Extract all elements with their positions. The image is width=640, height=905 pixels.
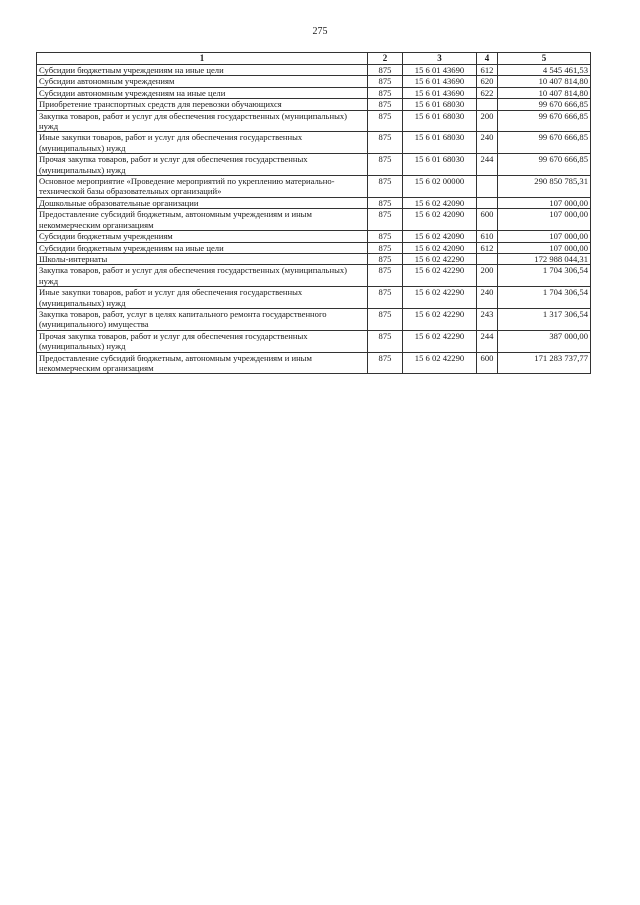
- table-row: [37, 231, 591, 242]
- cell-name: Иные закупки товаров, работ и услуг для обеспечения государственных (муниципальных) нужд: [37, 287, 368, 309]
- cell-amount: 107 000,00: [498, 231, 591, 242]
- cell-amount: 1 317 306,54: [498, 308, 591, 330]
- table-row: [37, 76, 591, 87]
- table-row: [37, 65, 591, 76]
- cell-csr: 15 6 01 43690: [403, 76, 477, 87]
- cell-name: Прочая закупка товаров, работ и услуг для обеспечения государственных (муниципальных) нужд: [37, 330, 368, 352]
- cell-name: Основное мероприятие «Проведение мероприятий по укреплению материально-технической базы образовательных организаций»: [37, 176, 368, 198]
- table-row: [37, 99, 591, 110]
- table-row: [37, 132, 591, 154]
- cell-vr: 200: [477, 110, 498, 132]
- cell-vr: 200: [477, 265, 498, 287]
- table-row: [37, 197, 591, 208]
- cell-name: Предоставление субсидий бюджетным, автономным учреждениям и иным некоммерческим организациям: [37, 209, 368, 231]
- cell-amount: 99 670 666,85: [498, 110, 591, 132]
- cell-csr: 15 6 02 42090: [403, 197, 477, 208]
- table-row: [37, 242, 591, 253]
- cell-ved: 875: [368, 253, 403, 264]
- cell-vr: [477, 176, 498, 198]
- cell-ved: 875: [368, 352, 403, 374]
- cell-ved: 875: [368, 176, 403, 198]
- cell-csr: 15 6 01 68030: [403, 110, 477, 132]
- header-col-3: 3: [403, 53, 477, 65]
- cell-ved: 875: [368, 308, 403, 330]
- cell-vr: 240: [477, 287, 498, 309]
- cell-name: Дошкольные образовательные организации: [37, 197, 368, 208]
- cell-name: Закупка товаров, работ и услуг для обеспечения государственных (муниципальных) нужд: [37, 110, 368, 132]
- cell-vr: 622: [477, 87, 498, 98]
- table-row: [37, 209, 591, 231]
- table-header-row: [37, 53, 591, 65]
- cell-csr: 15 6 02 42290: [403, 308, 477, 330]
- cell-csr: 15 6 02 42290: [403, 265, 477, 287]
- cell-vr: 600: [477, 352, 498, 374]
- table-row: [37, 87, 591, 98]
- cell-csr: 15 6 01 68030: [403, 99, 477, 110]
- cell-vr: 240: [477, 132, 498, 154]
- cell-name: Предоставление субсидий бюджетным, автономным учреждениям и иным некоммерческим организациям: [37, 352, 368, 374]
- cell-csr: 15 6 01 68030: [403, 154, 477, 176]
- table-row: [37, 352, 591, 374]
- table-row: [37, 287, 591, 309]
- cell-name: Закупка товаров, работ и услуг для обеспечения государственных (муниципальных) нужд: [37, 265, 368, 287]
- cell-vr: 243: [477, 308, 498, 330]
- cell-name: Прочая закупка товаров, работ и услуг для обеспечения государственных (муниципальных) нужд: [37, 154, 368, 176]
- cell-name: Субсидии бюджетным учреждениям на иные цели: [37, 242, 368, 253]
- cell-csr: 15 6 01 68030: [403, 132, 477, 154]
- table-row: [37, 176, 591, 198]
- cell-csr: 15 6 02 42090: [403, 209, 477, 231]
- cell-csr: 15 6 02 42290: [403, 330, 477, 352]
- cell-csr: 15 6 02 42290: [403, 352, 477, 374]
- cell-vr: 620: [477, 76, 498, 87]
- cell-vr: 610: [477, 231, 498, 242]
- cell-vr: 612: [477, 65, 498, 76]
- cell-amount: 107 000,00: [498, 197, 591, 208]
- table-row: [37, 308, 591, 330]
- budget-table: [36, 52, 591, 374]
- cell-csr: 15 6 02 00000: [403, 176, 477, 198]
- cell-csr: 15 6 02 42090: [403, 242, 477, 253]
- cell-amount: 99 670 666,85: [498, 132, 591, 154]
- cell-csr: 15 6 02 42090: [403, 231, 477, 242]
- page-number: 275: [312, 26, 328, 37]
- header-col-2: 2: [368, 53, 403, 65]
- cell-ved: 875: [368, 287, 403, 309]
- cell-vr: [477, 197, 498, 208]
- cell-name: Иные закупки товаров, работ и услуг для обеспечения государственных (муниципальных) нужд: [37, 132, 368, 154]
- header-col-5: 5: [498, 53, 591, 65]
- cell-name: Закупка товаров, работ, услуг в целях капитального ремонта государственного (муниципального) имущества: [37, 308, 368, 330]
- cell-vr: 600: [477, 209, 498, 231]
- cell-amount: 1 704 306,54: [498, 287, 591, 309]
- cell-name: Школы-интернаты: [37, 253, 368, 264]
- cell-ved: 875: [368, 154, 403, 176]
- cell-csr: 15 6 02 42290: [403, 287, 477, 309]
- cell-vr: [477, 253, 498, 264]
- cell-name: Субсидии бюджетным учреждениям на иные цели: [37, 65, 368, 76]
- cell-ved: 875: [368, 231, 403, 242]
- table-row: [37, 265, 591, 287]
- cell-name: Субсидии автономным учреждениям на иные цели: [37, 87, 368, 98]
- cell-amount: 387 000,00: [498, 330, 591, 352]
- cell-amount: 172 988 044,31: [498, 253, 591, 264]
- cell-ved: 875: [368, 110, 403, 132]
- cell-csr: 15 6 01 43690: [403, 65, 477, 76]
- cell-vr: [477, 99, 498, 110]
- cell-amount: 99 670 666,85: [498, 99, 591, 110]
- cell-amount: 107 000,00: [498, 209, 591, 231]
- cell-csr: 15 6 02 42290: [403, 253, 477, 264]
- table-row: [37, 110, 591, 132]
- cell-amount: 10 407 814,80: [498, 87, 591, 98]
- cell-ved: 875: [368, 330, 403, 352]
- cell-amount: 290 850 785,31: [498, 176, 591, 198]
- cell-vr: 244: [477, 154, 498, 176]
- table-row: [37, 154, 591, 176]
- cell-amount: 99 670 666,85: [498, 154, 591, 176]
- cell-ved: 875: [368, 209, 403, 231]
- cell-amount: 171 283 737,77: [498, 352, 591, 374]
- cell-ved: 875: [368, 242, 403, 253]
- cell-ved: 875: [368, 65, 403, 76]
- cell-amount: 107 000,00: [498, 242, 591, 253]
- cell-csr: 15 6 01 43690: [403, 87, 477, 98]
- cell-ved: 875: [368, 197, 403, 208]
- cell-name: Субсидии бюджетным учреждениям: [37, 231, 368, 242]
- cell-vr: 244: [477, 330, 498, 352]
- cell-amount: 10 407 814,80: [498, 76, 591, 87]
- cell-ved: 875: [368, 87, 403, 98]
- cell-vr: 612: [477, 242, 498, 253]
- cell-amount: 4 545 461,53: [498, 65, 591, 76]
- cell-name: Приобретение транспортных средств для перевозки обучающихся: [37, 99, 368, 110]
- table-row: [37, 253, 591, 264]
- cell-ved: 875: [368, 132, 403, 154]
- table-row: [37, 330, 591, 352]
- cell-ved: 875: [368, 265, 403, 287]
- cell-name: Субсидии автономным учреждениям: [37, 76, 368, 87]
- header-col-1: 1: [37, 53, 368, 65]
- cell-ved: 875: [368, 76, 403, 87]
- header-col-4: 4: [477, 53, 498, 65]
- cell-amount: 1 704 306,54: [498, 265, 591, 287]
- cell-ved: 875: [368, 99, 403, 110]
